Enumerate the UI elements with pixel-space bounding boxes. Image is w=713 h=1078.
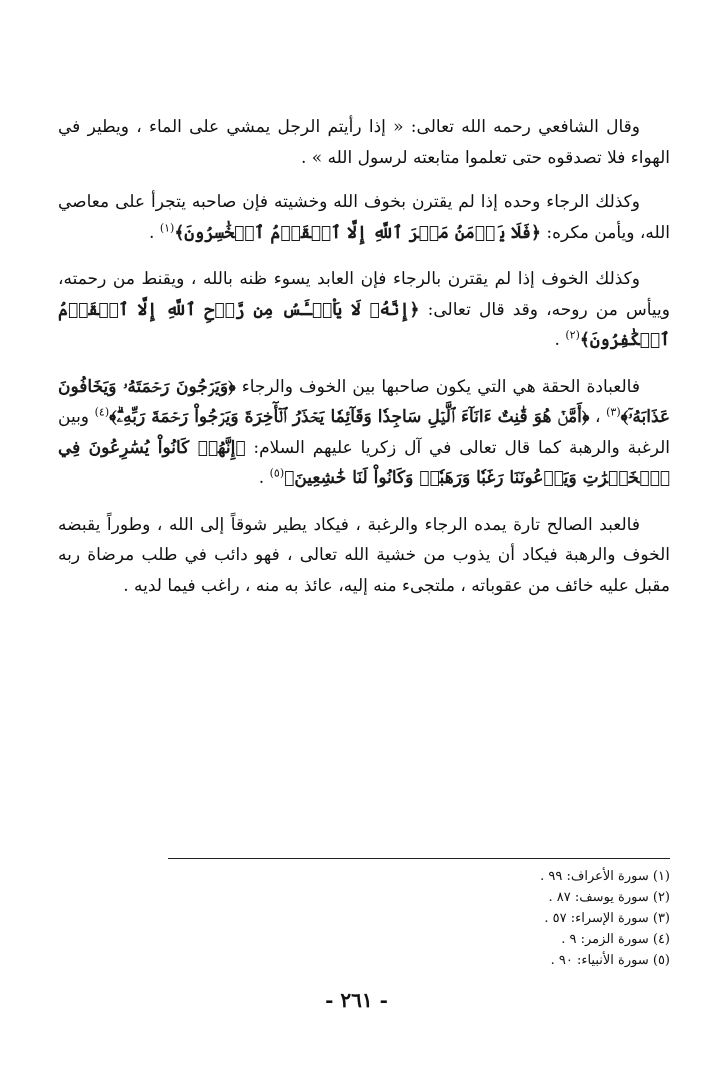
paragraph-text: . — [554, 330, 560, 350]
paragraph-text: وبين الرغبة والرهبة كما قال تعالى في آل زكريا عليهم السلام: — [58, 407, 670, 458]
footnote-3: (٣) سورة الإسراء: ٥٧ . — [544, 911, 670, 926]
quran-verse: ﴿وَيَرۡجُونَ رَحۡمَتَهُۥ وَيَخَافُونَ عَذَابَهُۥٓ﴾ — [58, 376, 671, 427]
paragraph-text: وكذلك الرجاء وحده إذا لم يقترن بخوف الله وخشيته فإن صاحبه يتجرأ على معاصي الله، ويأمن مكره: — [58, 192, 670, 243]
paragraph-righteous-servant — [58, 510, 670, 602]
footnote-4: (٤) سورة الزمر: ٩ . — [561, 932, 670, 947]
footnote-2: (٢) سورة يوسف: ٨٧ . — [548, 890, 670, 905]
main-text — [58, 112, 670, 617]
footnote-ref[interactable]: (١) — [159, 220, 175, 234]
footnote-ref[interactable]: (٥) — [269, 466, 285, 480]
footnote-5: (٥) سورة الأنبياء: ٩٠ . — [550, 953, 670, 968]
quran-verse: ﴿إِنَّهُمۡ كَانُواْ يُسَٰرِعُونَ فِي ٱلۡخَيۡرَٰتِ وَيَدۡعُونَنَا رَغَبٗا وَرَهَبٗاۖ وَكَانُواْ لَنَا خَٰشِعِينَ﴾ — [58, 437, 670, 488]
footnote-ref[interactable]: (٢) — [565, 328, 580, 342]
footnotes — [168, 866, 670, 971]
footnote-ref[interactable]: (٤) — [94, 405, 110, 419]
paragraph-hope — [58, 187, 670, 248]
page-number: - ٢٦١ - — [325, 988, 388, 1012]
footnote-1: (١) سورة الأعراف: ٩٩ . — [540, 869, 670, 884]
paragraph-text: . — [258, 468, 265, 488]
paragraph-true-worship — [58, 372, 670, 494]
paragraph-text: فالعبد الصالح تارة يمده الرجاء والرغبة ، فيكاد يطير شوقاً إلى الله ، وطوراً يقبضه الخوف والرهبة فيكاد أن يذوب من خشية الله تعالى ، فهو دائب في طلب مرضاة ربه مقبل عليه خائف من عقوباته ، ملتجىء منه إليه، عائذ به منه ، راغب فيما لديه . — [58, 514, 670, 596]
quran-verse: ﴿أَمَّنۡ هُوَ قَٰنِتٌ ءَانَآءَ ٱلَّيۡلِ سَاجِدٗا وَقَآئِمٗا يَحۡذَرُ ٱلۡأٓخِرَةَ وَيَرۡجُواْ رَحۡمَةَ رَبِّهِۦۗ﴾ — [109, 407, 590, 427]
paragraph-text: وقال الشافعي رحمه الله تعالى: « إذا رأيتم الرجل يمشي على الماء ، ويطير في الهواء فلا تصدقوه حتى تعلموا متابعته لرسول الله » . — [58, 117, 670, 168]
paragraph-text: فالعبادة الحقة هي التي يكون صاحبها بين الخوف والرجاء — [235, 376, 640, 397]
quran-verse: ﴿إِنَّهُۥ لَا يَاْيۡـَٔسُ مِن رَّوۡحِ ٱللَّهِ إِلَّا ٱلۡقَوۡمُ ٱلۡكَٰفِرُونَ﴾ — [58, 299, 670, 350]
paragraph-fear — [58, 264, 670, 356]
paragraph-shafii-quote — [58, 112, 670, 173]
footnote-ref[interactable]: (٣) — [606, 405, 621, 419]
quran-verse: ﴿فَلَا يَأۡمَنُ مَكۡرَ ٱللَّهِ إِلَّا ٱلۡقَوۡمُ ٱلۡخَٰسِرُونَ﴾ — [174, 222, 541, 243]
paragraph-text: . — [149, 222, 155, 243]
footnote-divider — [168, 858, 670, 859]
paragraph-text: ، — [589, 407, 601, 427]
paragraph-text: وكذلك الخوف إذا لم يقترن بالرجاء فإن العابد يسوء ظنه بالله ، ويقنط من رحمته، وييأس من روحه، وقد قال تعالى: — [58, 269, 670, 320]
